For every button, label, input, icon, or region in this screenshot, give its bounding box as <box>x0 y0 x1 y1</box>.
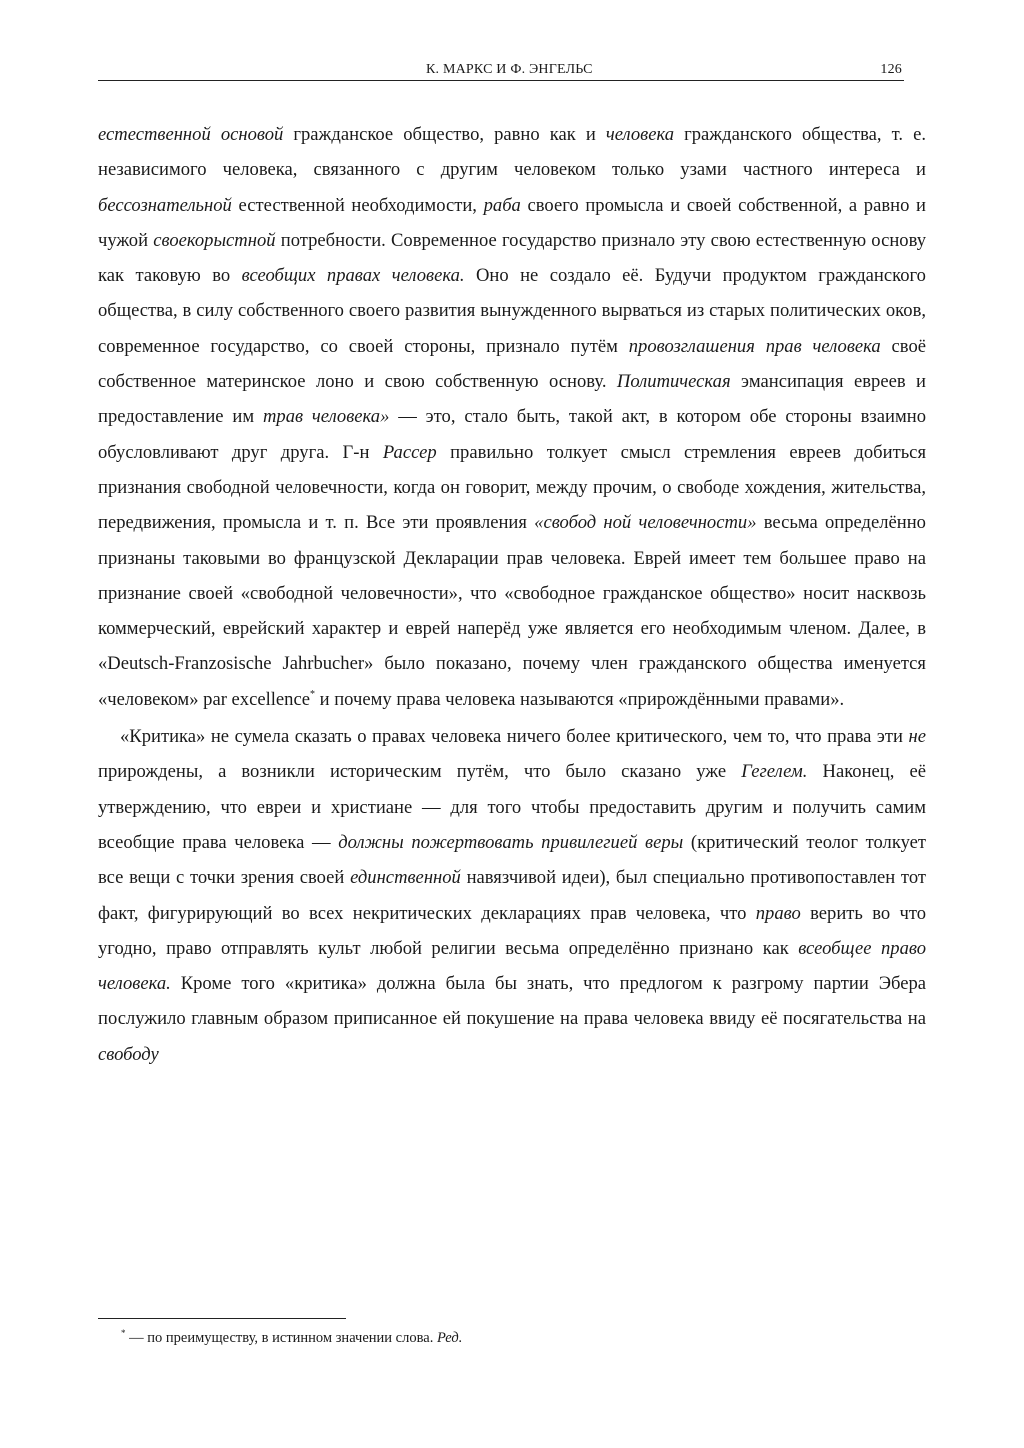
emphasis: своекорыстной <box>153 229 276 251</box>
text-run: прирождены, а возникли историческим путём, что было сказано уже <box>98 761 742 783</box>
footnote-divider <box>98 1318 346 1319</box>
emphasis: единственной <box>350 867 461 889</box>
emphasis: свободу <box>98 1043 159 1065</box>
footnote-ref: * <box>309 688 315 700</box>
emphasis: естественной основой <box>98 124 284 145</box>
text-run: своё собственное материнское лоно и свою собственную основу. <box>98 335 926 393</box>
emphasis: человека <box>605 124 675 145</box>
emphasis: трав человека» <box>262 406 390 428</box>
page-number: 126 <box>880 62 902 77</box>
text-run: эмансипация евреев и предоставление им <box>98 371 927 428</box>
emphasis: Рассер <box>382 441 437 463</box>
running-header <box>98 60 904 81</box>
text-run: верить во что угодно, право отправлять культ любой религии весьма определённо признано как <box>98 902 927 959</box>
text-run: своего промысла и своей собственной, а равно и чужой <box>98 194 926 251</box>
text-run: потребности. Современное государство признало эту свою естественную основу как таковую во <box>98 229 927 287</box>
text-run: Кроме того «критика» должна была бы знать, что предлогом к разгрому партии Эбера послужило главным образом приписанное ей покушение на права человека ввиду её посягательства на <box>98 973 926 1030</box>
emphasis: всеобщих правах человека. <box>241 265 465 287</box>
main-text <box>98 117 926 1072</box>
text-run: правильно толкует смысл стремления евреев добиться признания свободной человечности, когда он говорит, между прочим, о свободе хождения, жительства, передвижения, промысла и т. п. Все эти проявления <box>98 441 926 534</box>
emphasis: Гегелем. <box>741 761 808 783</box>
emphasis: «свобод ной человечности» <box>534 512 757 534</box>
text-run: «Критика» не сумела сказать о правах человека ничего более критического, чем то, что права эти <box>120 726 909 748</box>
emphasis: всеобщее право человека. <box>98 937 926 995</box>
header-title: К. МАРКС И Ф. ЭНГЕЛЬС <box>426 62 593 77</box>
text-run: и почему права человека называются «прирождёнными правами». <box>314 688 845 710</box>
emphasis: бессознательной <box>98 194 232 216</box>
footnote-editor-mark: Ред. <box>436 1330 463 1346</box>
text-run: Наконец, её утверждению, что евреи и христиане — для того чтобы предоставить другим и получить самим всеобщие права человека — <box>98 761 926 853</box>
text-run: естественной необходимости, <box>231 194 484 216</box>
emphasis: не <box>908 726 926 748</box>
text-run: гражданское общество, равно как и <box>283 124 606 145</box>
text-run: гражданского общества, т. е. независимого человека, связанного с другим человеком только узами частного интереса и <box>98 124 927 181</box>
text-run: (критический теолог толкует все вещи с точки зрения своей <box>98 831 927 889</box>
emphasis: провозглашения прав человека <box>628 335 881 357</box>
footnote-text: — по преимуществу, в истинном значении слова. <box>125 1330 437 1346</box>
paragraph <box>98 117 926 717</box>
emphasis: Политическая <box>616 371 731 393</box>
text-run: — это, стало быть, такой акт, в котором обе стороны взаимно обусловливают друг друга. Г-н <box>98 406 926 463</box>
emphasis: право <box>755 902 801 924</box>
paragraph <box>98 719 926 1072</box>
text-run: Оно не создало её. Будучи продуктом гражданского общества, в силу собственного своего развития вынужденного вырваться из старых политических оков, современное государство, со своей стороны, признало путём <box>98 265 926 357</box>
text-run: весьма определённо признаны таковыми во французской Декларации прав человека. Еврей имеет тем большее право на признание своей «свободной человечности», что «свободное гражданское общество» носит насквозь коммерческий, еврейский характер и еврей наперёд уже является его необходимым членом. Далее, в «Deutsch-Franzosische Jahrbucher» было показано, почему член гражданского общества именуется «человеком» par excellence <box>98 512 926 710</box>
emphasis: должны пожертвовать привилегией веры <box>338 831 684 853</box>
footnote-marker: * <box>121 1328 126 1338</box>
emphasis: раба <box>483 194 521 216</box>
text-run: навязчивой идеи), был специально противопоставлен тот факт, фигурирующий во всех некритических декларациях прав человека, что <box>98 867 926 924</box>
footnote <box>121 1330 462 1347</box>
